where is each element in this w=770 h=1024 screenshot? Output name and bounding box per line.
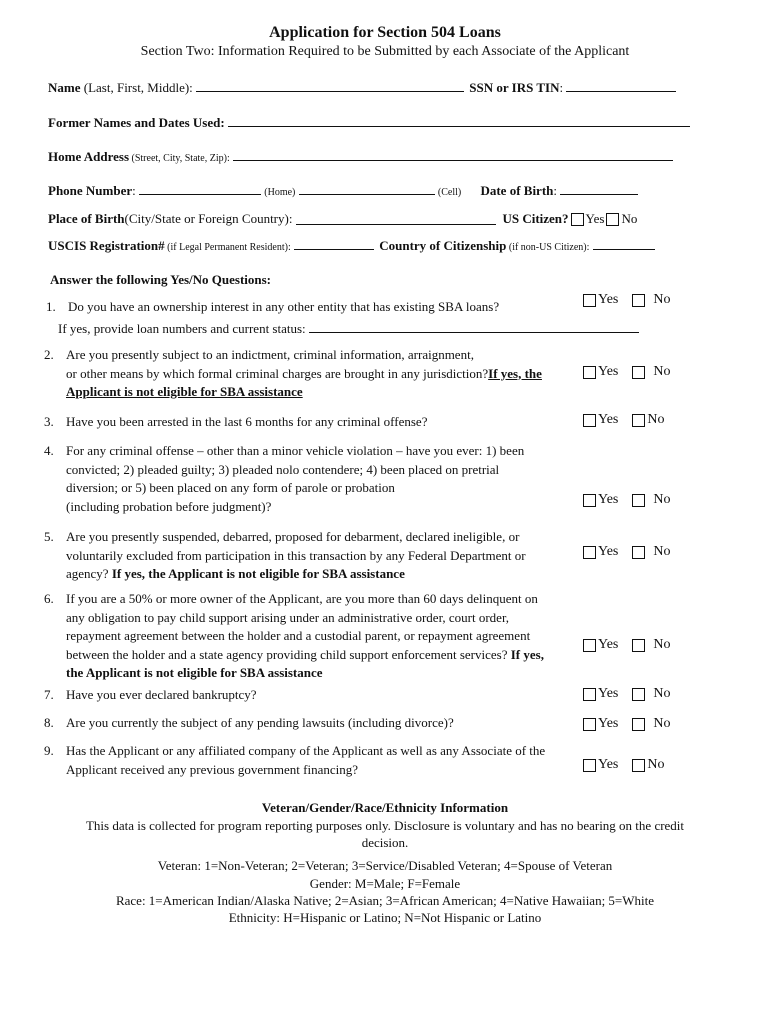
name-hint: (Last, First, Middle): [80, 80, 193, 95]
no-checkbox[interactable] [632, 546, 645, 559]
yes-label: Yes [598, 716, 619, 731]
question-1-text [68, 298, 499, 317]
race-codes: Race: 1=American Indian/Alaska Native; 2=Asian; 3=African American; 4=Native Hawaiian; 5=White [115, 893, 655, 908]
yes-checkbox[interactable] [583, 494, 596, 507]
no-checkbox[interactable] [632, 759, 645, 772]
yes-checkbox[interactable] [583, 546, 596, 559]
name-field[interactable] [196, 80, 464, 92]
question-7-answer [583, 686, 671, 702]
uscis-hint: (if Legal Permanent Resident): [164, 242, 291, 253]
yes-checkbox[interactable] [583, 639, 596, 652]
no-checkbox[interactable] [632, 639, 645, 652]
name-row: Name (Last, First, Middle): SSN or IRS TIN: [48, 80, 676, 96]
question-3-text [66, 413, 427, 432]
loan-status-field[interactable] [309, 321, 639, 333]
questions-heading: Answer the following Yes/No Questions: [50, 272, 272, 287]
disclosure-text: decision. [361, 835, 409, 850]
no-checkbox[interactable] [632, 294, 645, 307]
question-line: Has the Applicant or any affiliated company of the Applicant as well as any Associate of the [66, 743, 546, 758]
yes-checkbox[interactable] [583, 688, 596, 701]
question-5-answer [583, 544, 671, 560]
question-2-answer [583, 364, 671, 380]
ineligible-warning: Applicant is not eligible for SBA assistance [66, 384, 303, 399]
phone-row: Phone Number: (Home) (Cell) Date of Birth: [48, 183, 638, 199]
yes-checkbox[interactable] [583, 759, 596, 772]
question-line: Are you presently subject to an indictment, criminal information, arraignment, [66, 347, 474, 362]
ineligible-warning: the Applicant is not eligible for SBA assistance [66, 665, 323, 680]
question-2-text [66, 346, 542, 402]
no-checkbox[interactable] [632, 688, 645, 701]
pob-row [48, 211, 637, 227]
followup-label: If yes, provide loan numbers and current status: [58, 321, 306, 336]
no-label: No [653, 492, 671, 507]
no-label: No [653, 544, 671, 559]
phone-home-hint: (Home) [264, 187, 296, 198]
question-8-text [66, 714, 454, 733]
no-checkbox[interactable] [632, 718, 645, 731]
question-6-text [66, 590, 544, 683]
yes-label: Yes [598, 544, 619, 559]
question-line: Have you ever declared bankruptcy? [66, 687, 257, 702]
yes-label: Yes [598, 412, 619, 427]
us-citizen-no-checkbox[interactable] [606, 213, 619, 226]
yes-checkbox[interactable] [583, 366, 596, 379]
home-address-field[interactable] [233, 149, 673, 161]
no-checkbox[interactable] [632, 494, 645, 507]
question-line: agency? [66, 566, 112, 581]
no-checkbox[interactable] [632, 366, 645, 379]
former-names-row [48, 115, 690, 131]
question-line: voluntarily excluded from participation in this transaction by any Federal Department or [66, 547, 526, 563]
uscis-label: USCIS Registration# [48, 238, 165, 253]
ethnicity-codes: Ethnicity: H=Hispanic or Latino; N=Not Hispanic or Latino [228, 910, 542, 925]
yes-checkbox[interactable] [583, 294, 596, 307]
question-line: If you are a 50% or more owner of the Applicant, are you more than 60 days delinquent on [66, 591, 538, 606]
phone-home-field[interactable] [139, 183, 261, 195]
dob-field[interactable] [560, 183, 638, 195]
page-title: Application for Section 504 Loans [269, 24, 501, 41]
citizenship-field[interactable] [593, 238, 655, 250]
yes-label: Yes [598, 492, 619, 507]
yes-label: Yes [598, 686, 619, 701]
question-number: 3. [44, 414, 54, 429]
yes-label: Yes [598, 637, 619, 652]
no-label: No [653, 364, 671, 379]
phone-label: Phone Number [48, 183, 133, 198]
no-label: No [653, 716, 671, 731]
question-9-answer [583, 757, 665, 773]
question-line: (including probation before judgment)? [66, 498, 272, 514]
ineligible-warning: If yes, the [488, 365, 542, 381]
uscis-row [48, 238, 655, 254]
home-address-row [48, 149, 673, 165]
yes-label: Yes [598, 364, 619, 379]
uscis-field[interactable] [294, 238, 374, 250]
question-line: Are you presently suspended, debarred, proposed for debarment, declared ineligible, or [66, 529, 520, 544]
us-citizen-yes-checkbox[interactable] [571, 213, 584, 226]
question-number: 6. [44, 591, 54, 606]
question-1-answer [583, 292, 671, 308]
question-line: between the holder and a state agency providing child support enforcement services? [66, 646, 511, 662]
question-line: diversion; or 5) been placed on any form of parole or probation [66, 480, 395, 495]
pob-field[interactable] [296, 213, 496, 225]
demographics-heading: Veteran/Gender/Race/Ethnicity Information [261, 800, 509, 815]
us-citizen-no-label: No [621, 211, 638, 226]
no-label: No [647, 757, 665, 772]
question-number: 1. [46, 299, 56, 314]
question-line: convicted; 2) pleaded guilty; 3) pleaded nolo contendere; 4) been placed on pretrial [66, 461, 500, 477]
no-label: No [653, 637, 671, 652]
question-number: 9. [44, 743, 54, 758]
question-line: any obligation to pay child support arising under an administrative order, court order, [66, 609, 510, 625]
yes-label: Yes [598, 292, 619, 307]
question-number: 8. [44, 715, 54, 730]
former-names-label: Former Names and Dates Used: [48, 115, 225, 130]
no-label: No [653, 292, 671, 307]
home-address-hint: (Street, City, State, Zip): [129, 153, 230, 164]
question-number: 2. [44, 347, 54, 362]
no-label: No [647, 412, 665, 427]
no-label: No [653, 686, 671, 701]
yes-checkbox[interactable] [583, 414, 596, 427]
question-line: repayment agreement between the holder and a custodial parent, or repayment agreement [66, 628, 531, 643]
question-number: 7. [44, 687, 54, 702]
us-citizen-label: US Citizen? [502, 211, 569, 226]
ssn-field[interactable] [566, 80, 676, 92]
question-4-answer [583, 492, 671, 508]
question-1-followup [58, 321, 639, 337]
dob-label: Date of Birth [480, 183, 554, 198]
question-7-text [66, 686, 257, 705]
question-line: Are you currently the subject of any pending lawsuits (including divorce)? [66, 715, 454, 730]
question-number: 4. [44, 443, 54, 458]
question-6-answer [583, 637, 671, 653]
question-line: Have you been arrested in the last 6 months for any criminal offense? [66, 414, 428, 429]
name-label: Name [48, 80, 81, 95]
ineligible-warning: If yes, the Applicant is not eligible for SBA assistance [111, 566, 405, 581]
veteran-codes: Veteran: 1=Non-Veteran; 2=Veteran; 3=Service/Disabled Veteran; 4=Spouse of Veteran [157, 858, 613, 873]
phone-cell-hint: (Cell) [437, 187, 462, 198]
pob-label: Place of Birth [48, 211, 125, 226]
question-5-text [66, 528, 526, 584]
question-number: 5. [44, 529, 54, 544]
no-checkbox[interactable] [632, 414, 645, 427]
question-3-answer [583, 412, 665, 428]
question-line: or other means by which formal criminal charges are brought in any jurisdiction? [66, 365, 489, 381]
pob-hint: (City/State or Foreign Country): [124, 211, 293, 226]
question-line: For any criminal offense – other than a minor vehicle violation – have you ever: 1) been [66, 443, 525, 458]
question-9-text [66, 742, 545, 779]
question-4-text [66, 442, 524, 516]
yes-label: Yes [598, 757, 619, 772]
question-line: Applicant received any previous government financing? [66, 761, 359, 777]
home-address-label: Home Address [48, 149, 130, 164]
us-citizen-yes-label: Yes [585, 211, 605, 226]
former-names-field[interactable] [228, 115, 690, 127]
phone-cell-field[interactable] [299, 183, 435, 195]
citizenship-label: Country of Citizenship [379, 238, 507, 253]
yes-checkbox[interactable] [583, 718, 596, 731]
disclosure-text: This data is collected for program reporting purposes only. Disclosure is voluntary and has no bearing on the credit [85, 818, 685, 833]
gender-codes: Gender: M=Male; F=Female [309, 876, 461, 891]
page-subtitle: Section Two: Information Required to be Submitted by each Associate of the Applicant [140, 44, 630, 59]
ineligible-warning: If yes, [510, 646, 544, 662]
citizenship-hint: (if non-US Citizen): [506, 242, 590, 253]
question-8-answer [583, 716, 671, 732]
ssn-label: SSN or IRS TIN [469, 80, 560, 95]
question-line: Do you have an ownership interest in any other entity that has existing SBA loans? [68, 299, 500, 314]
